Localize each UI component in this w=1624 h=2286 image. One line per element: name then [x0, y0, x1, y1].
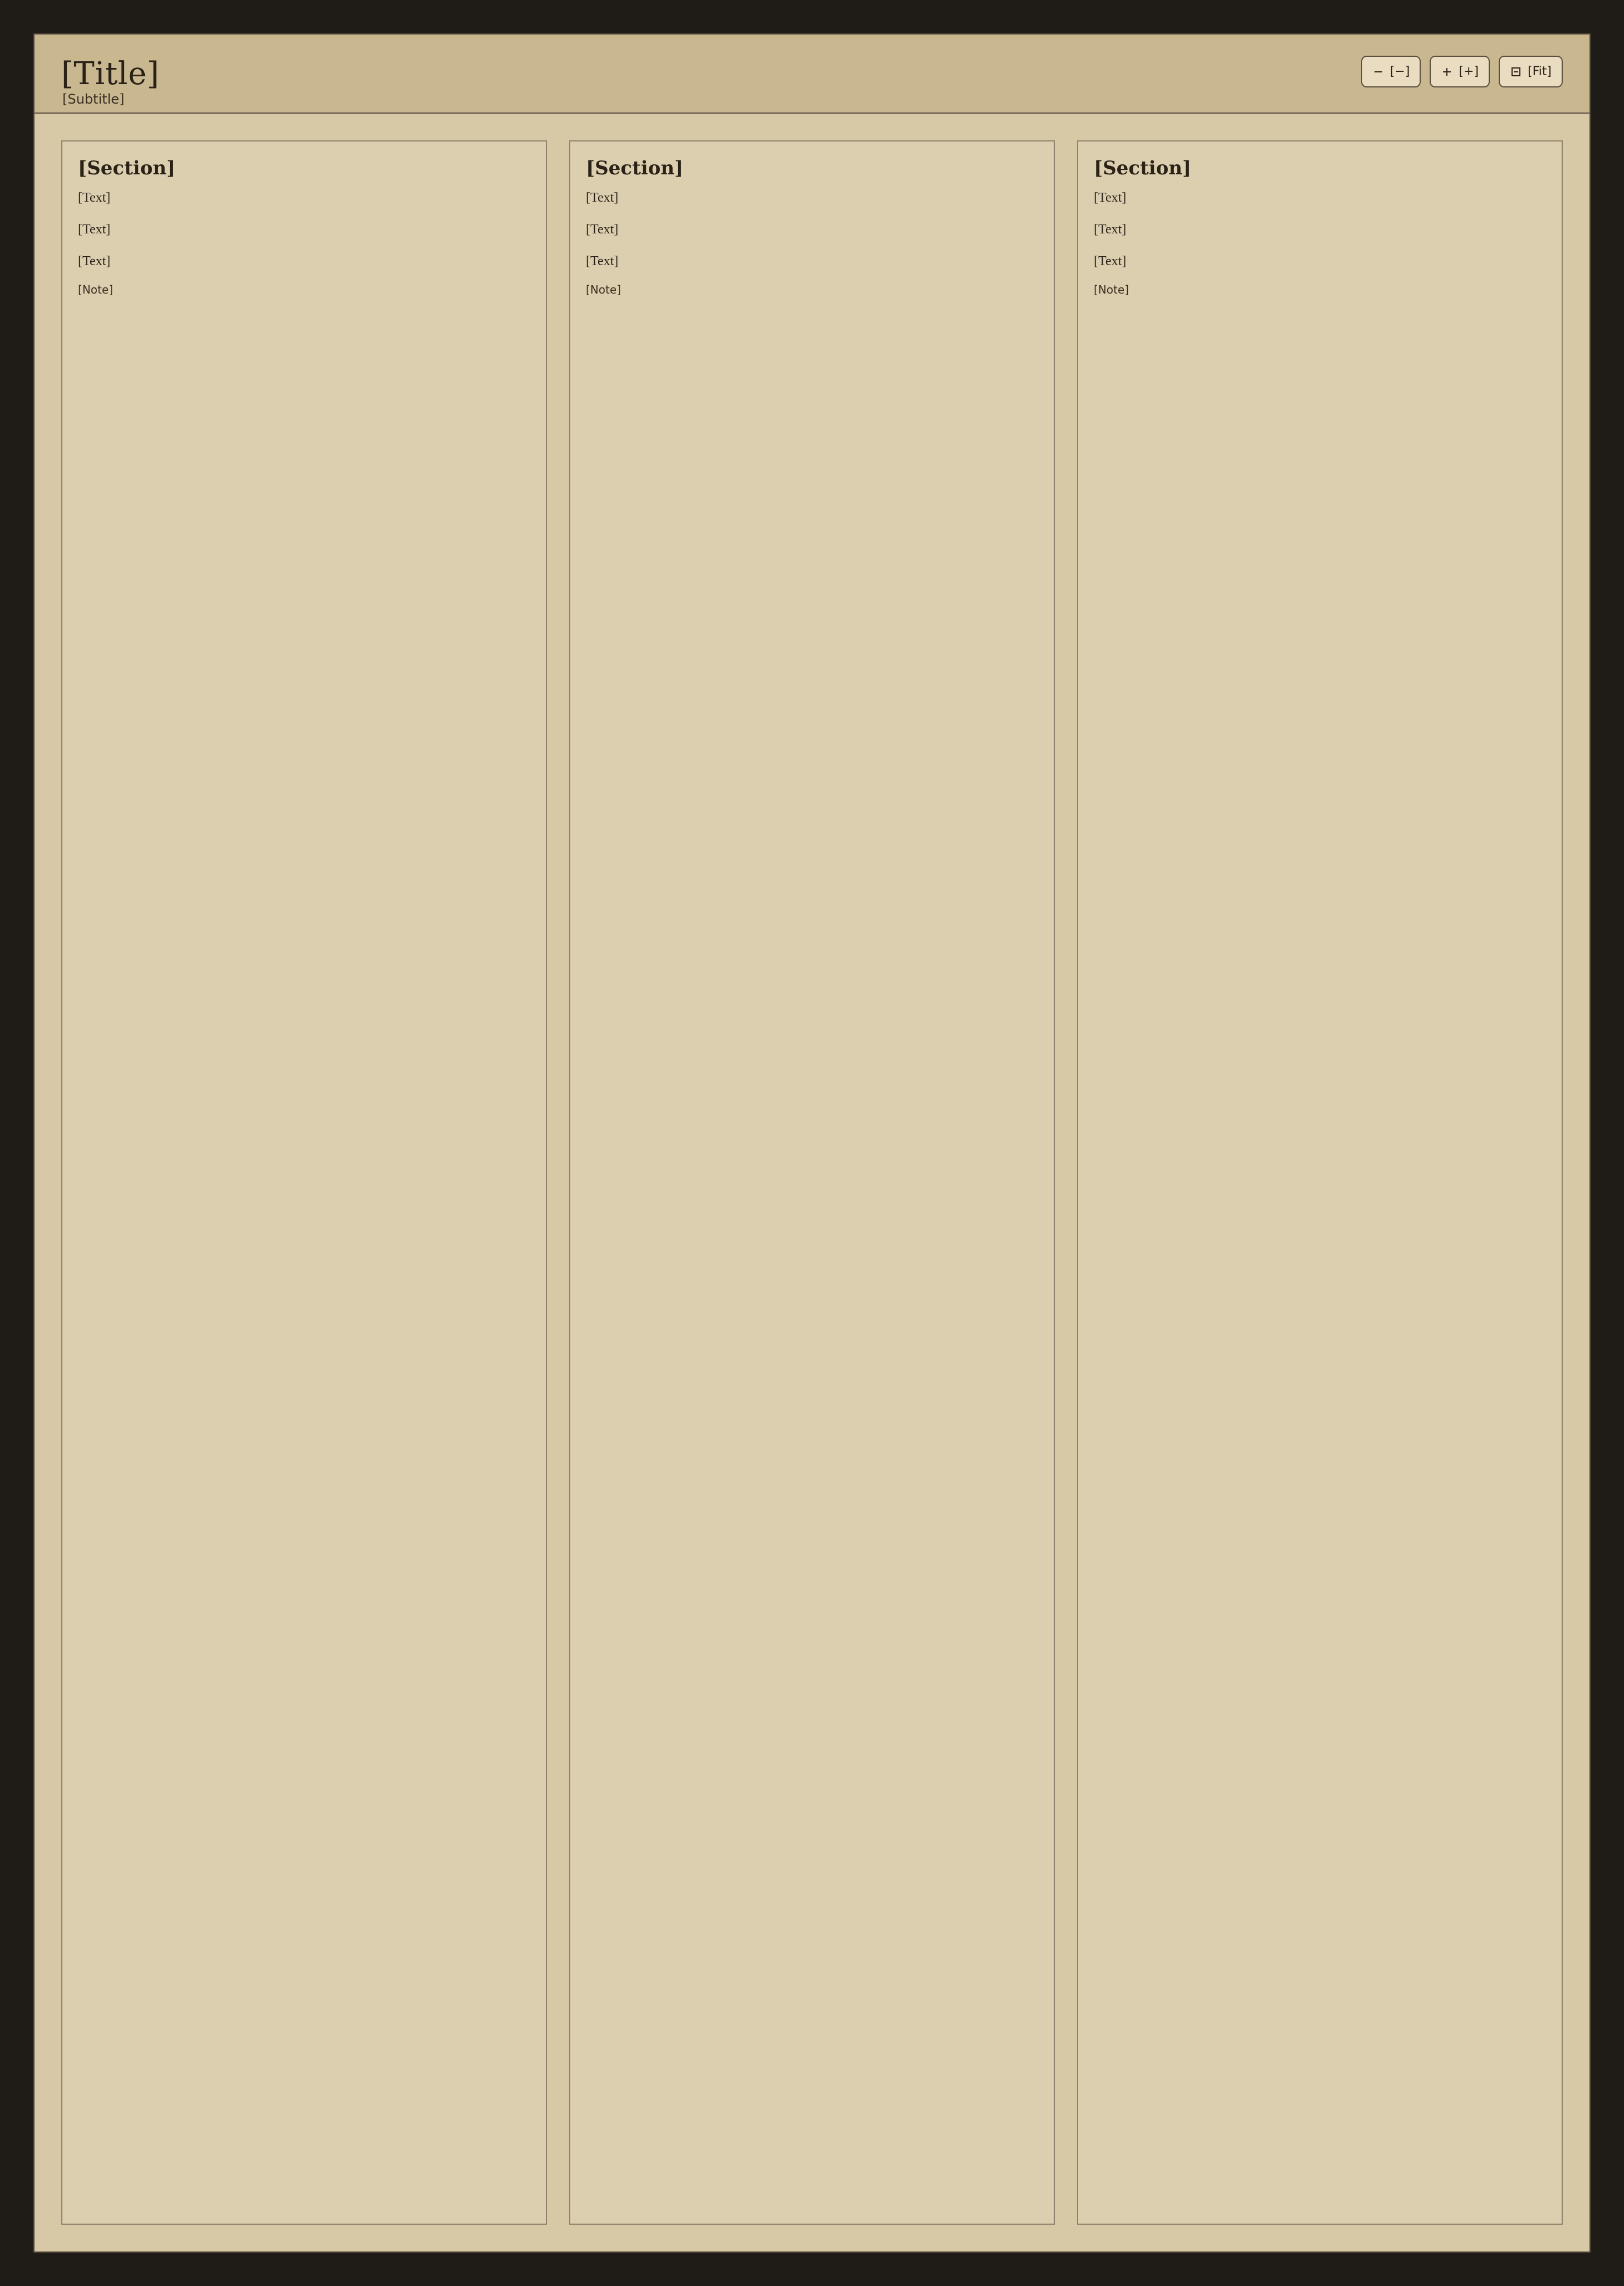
- toolbar: [1361, 56, 1563, 87]
- column-1-note: [Note]: [78, 283, 113, 297]
- fit-to-page-label: [Fit]: [1528, 65, 1552, 79]
- zoom-in-label: [+]: [1459, 65, 1479, 79]
- column-2-note: [Note]: [586, 283, 621, 297]
- column-3-paragraph-1: [Text]: [1094, 190, 1127, 205]
- column-2: [569, 140, 1055, 2225]
- column-1: [61, 140, 547, 2225]
- column-2-section-title: [Section]: [586, 157, 684, 179]
- zoom-out-button[interactable]: [1361, 56, 1421, 87]
- column-3: [1077, 140, 1563, 2225]
- content-columns: [61, 140, 1563, 2225]
- column-2-paragraph-3: [Text]: [586, 253, 619, 268]
- column-1-paragraph-2: [Text]: [78, 222, 111, 237]
- document-header: [35, 35, 1589, 114]
- column-1-paragraph-1: [Text]: [78, 190, 111, 205]
- zoom-in-button[interactable]: [1430, 56, 1490, 87]
- column-3-paragraph-2: [Text]: [1094, 222, 1127, 237]
- page-title: [Title]: [61, 56, 160, 92]
- zoom-out-label: [−]: [1390, 65, 1410, 79]
- column-3-note: [Note]: [1094, 283, 1129, 297]
- minus-icon: [1372, 66, 1385, 78]
- column-1-section-title: [Section]: [78, 157, 176, 179]
- column-3-paragraph-3: [Text]: [1094, 253, 1127, 268]
- fit-icon: [1510, 66, 1522, 78]
- fit-to-page-button[interactable]: [1499, 56, 1563, 87]
- column-2-paragraph-2: [Text]: [586, 222, 619, 237]
- plus-icon: [1441, 66, 1453, 78]
- page-subtitle: [Subtitle]: [62, 91, 125, 107]
- document-canvas: [33, 33, 1591, 2253]
- column-2-paragraph-1: [Text]: [586, 190, 619, 205]
- column-3-section-title: [Section]: [1094, 157, 1192, 179]
- column-1-paragraph-3: [Text]: [78, 253, 111, 268]
